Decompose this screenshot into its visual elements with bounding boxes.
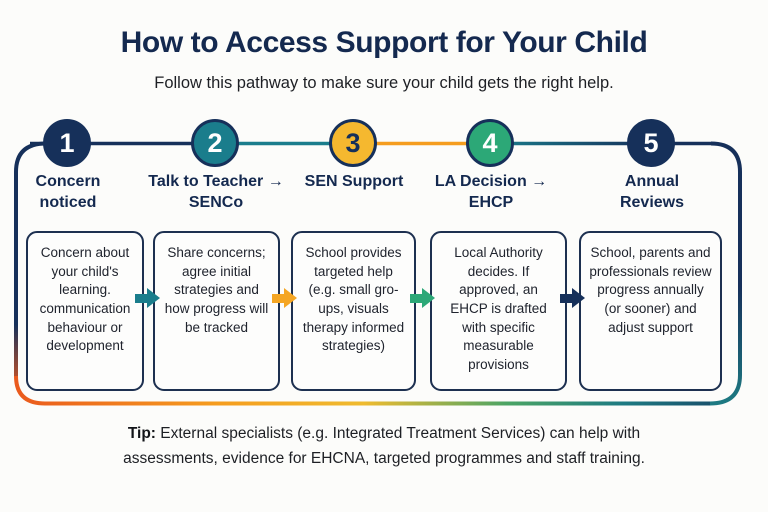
step-description-box-5	[579, 231, 722, 391]
step-description: Local Authority decides. If approved, an EHCP is drafted with specific measurable provisions	[450, 245, 547, 372]
arrow-right-icon	[284, 288, 297, 308]
arrow-right-icon	[572, 288, 585, 308]
arrow-right-icon	[135, 294, 147, 303]
flow-arrow-3	[410, 288, 436, 308]
step-circle-4	[466, 119, 514, 167]
step-circle-1	[43, 119, 91, 167]
step-description-box-4	[430, 231, 567, 391]
step-number: 2	[207, 127, 223, 158]
step-description: School, parents and professionals review progress annually (or sooner) and adjust support	[589, 245, 712, 335]
tip-text	[84, 422, 684, 472]
step-description: Concern about your child's learning. communication behaviour or development	[39, 245, 131, 354]
step-circle-5	[627, 119, 675, 167]
step-label-2: Talk to Teacher → SENCo	[148, 173, 284, 211]
arrow-right-icon	[410, 294, 422, 303]
step-number: 3	[345, 127, 361, 158]
flow-arrow-4	[560, 288, 586, 308]
page-title: How to Access Support for Your Child	[120, 26, 648, 59]
step-label-3: SEN Support	[304, 173, 404, 190]
arrow-right-icon	[272, 294, 284, 303]
step-circle-2	[191, 119, 239, 167]
step-label-4: LA Decision → EHCP	[434, 173, 548, 211]
arrow-right-icon	[560, 294, 572, 303]
step-number: 1	[59, 127, 75, 158]
step-label-5: Annual Reviews	[619, 173, 685, 211]
tip-body: External specialists (e.g. Integrated Treatment Services) can help with assessments, evidence for EHCNA, targeted programmes and staff training.	[123, 425, 645, 467]
step-description-box-3	[291, 231, 416, 391]
flow-arrow-1	[135, 288, 161, 308]
step-description: School provides targeted help (e.g. small gro-ups, visuals therapy informed strategies)	[302, 245, 405, 354]
step-label-1: Concern noticed	[35, 173, 101, 211]
step-number: 4	[482, 127, 498, 158]
step-description: Share concerns; agree initial strategies and how progress will be tracked	[164, 245, 269, 335]
page-subtitle: Follow this pathway to make sure your child gets the right help.	[154, 74, 614, 92]
step-description-box-2	[153, 231, 280, 391]
step-circle-3	[329, 119, 377, 167]
arrow-right-icon	[422, 288, 435, 308]
flow-arrow-2	[272, 288, 298, 308]
step-description-box-1	[26, 231, 144, 391]
step-number: 5	[643, 127, 659, 158]
tip-prefix: Tip:	[127, 425, 156, 442]
arrow-right-icon	[147, 288, 160, 308]
